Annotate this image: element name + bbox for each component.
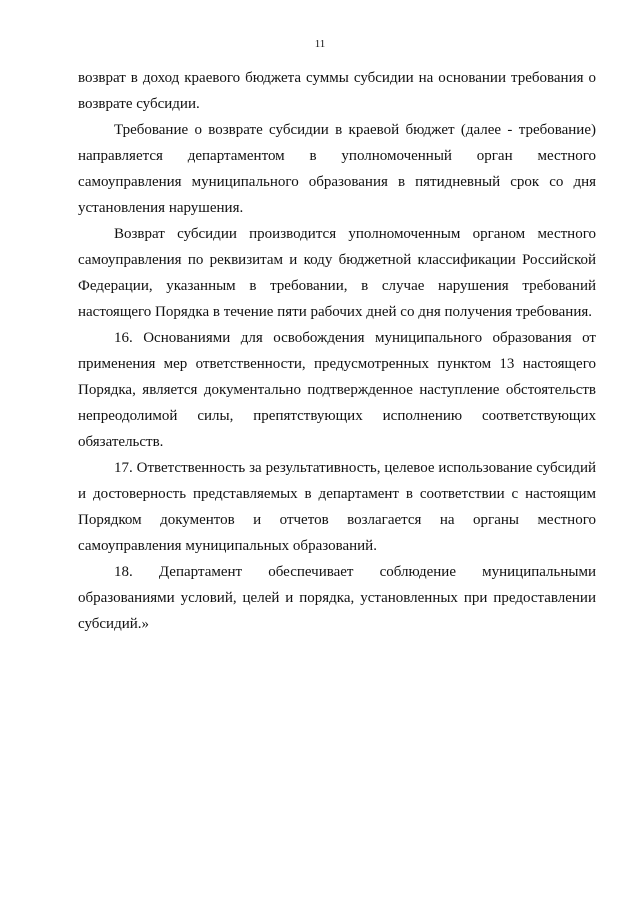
paragraph-item-17: 17. Ответственность за результативность, целевое использование субсидий и достоверность представляемых в департамент в соответствии с настоящим Порядком документов и отчетов возлагается на органы местного самоуправления муниципальных образований. [78, 460, 596, 554]
paragraph-item-16: 16. Основаниями для освобождения муниципального образования от применения мер ответственности, предусмотренных пунктом 13 настоящего Порядка, является документально подтвержденное наступление обстоятельств непреодолимой силы, препятствующих исполнению соответствующих обязательств. [78, 330, 596, 450]
paragraph-return-procedure: Возврат субсидии производится уполномоченным органом местного самоуправления по реквизитам и коду бюджетной классификации Российской Федерации, указанным в требовании, в случае нарушения требований настоящего Порядка в течение пяти рабочих дней со дня получения требования. [78, 226, 596, 320]
paragraph-return-requirement: Требование о возврате субсидии в краевой бюджет (далее - требование) направляется департаментом в уполномоченный орган местного самоуправления муниципального образования в пятидневный срок со дня установления нарушения. [78, 122, 596, 216]
document-body [78, 65, 596, 637]
paragraph-subsidy-return-continuation: возврат в доход краевого бюджета суммы субсидии на основании требования о возврате субсидии. [78, 70, 596, 112]
paragraph-item-18: 18. Департамент обеспечивает соблюдение муниципальными образованиями условий, целей и порядка, установленных при предоставлении субсидий.» [78, 564, 596, 632]
page-number: 11 [314, 38, 326, 50]
